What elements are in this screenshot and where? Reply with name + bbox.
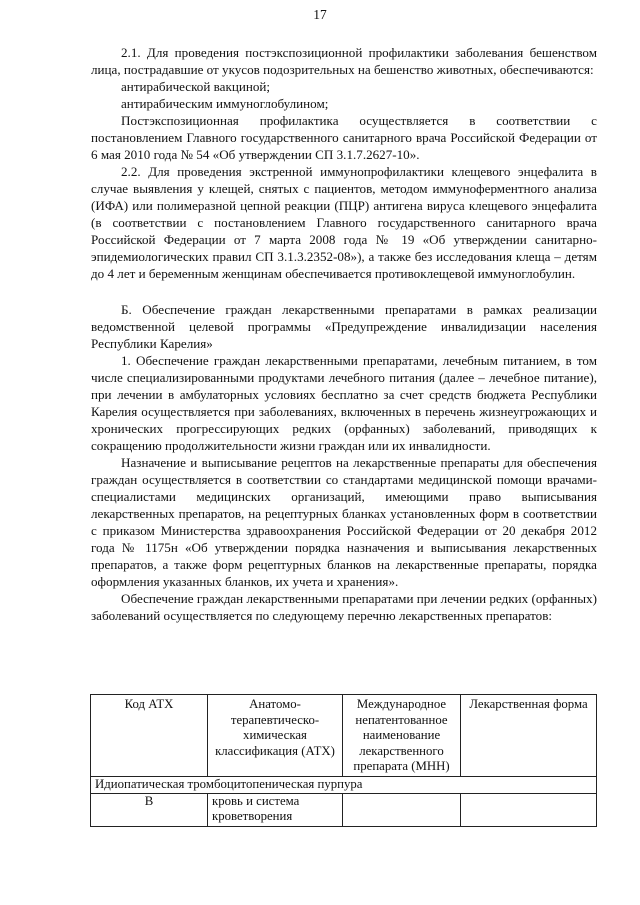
table-row — [91, 793, 597, 826]
header-atc-code: Код АТХ — [91, 695, 208, 777]
document-body — [91, 44, 597, 624]
header-inn: Международное непатентованное наименование лекарственного препарата (МНН) — [343, 695, 461, 777]
header-dosage-form: Лекарственная форма — [461, 695, 597, 777]
list-item-immunoglobulin: антирабическим иммуноглобулином; — [121, 96, 329, 111]
section-b-heading: Б. Обеспечение граждан лекарственными препаратами в рамках реализации ведомственной целевой программы «Предупреждение инвалидизации населения Республики Карелия» — [91, 302, 597, 351]
page-number: 17 — [313, 7, 327, 22]
paragraph-2-1: 2.1. Для проведения постэкспозиционной профилактики заболевания бешенством лица, пострадавшие от укусов подозрительных на бешенство животных, обеспечиваются: — [91, 45, 597, 77]
paragraph-prescriptions: Назначение и выписывание рецептов на лекарственные препараты для обеспечения граждан осуществляется в соответствии со стандартами медицинской помощи врачами-специалистами медицинских организаций, имеющими право выписывания лекарственных препаратов, на рецептурных бланках установленных форм в соответствии с приказом Министерства здравоохранения Российской Федерации от 20 декабря 2012 года № 1175н «Об утверждении порядка назначения и выписывания лекарственных препаратов, а также форм рецептурных бланков на лекарственные препараты, порядка оформления указанных бланков, их учета и хранения». — [91, 455, 597, 589]
cell-atc-classification: кровь и система кроветворения — [208, 793, 343, 826]
drug-list-table — [90, 694, 597, 827]
paragraph-rare-diseases: Обеспечение граждан лекарственными препаратами при лечении редких (орфанных) заболеваний осуществляется по следующему перечню лекарственных препаратов: — [91, 591, 597, 623]
cell-dosage-form — [461, 793, 597, 826]
paragraph-postexposure: Постэкспозиционная профилактика осуществляется в соответствии с постановлением Главного государственного санитарного врача Российской Федерации от 6 мая 2010 года № 54 «Об утверждении СП 3.1.7.2627-10». — [91, 113, 597, 162]
paragraph-2-2: 2.2. Для проведения экстренной иммунопрофилактики клещевого энцефалита в случае выявления у клещей, снятых с пациентов, методом иммуноферментного анализа (ИФА) или полимеразной цепной реакции (ПЦР) антигена вируса клещевого энцефалита (в соответствии с постановлением Главного государственного санитарного врача Российской Федерации от 7 марта 2008 года № 19 «Об утверждении санитарно-эпидемиологических правил СП 3.1.3.2352-08»), а также без исследования клеща – детям до 4 лет и беременным женщинам обеспечивается противоклещевой иммуноглобулин. — [91, 164, 597, 281]
list-item-vaccine: антирабической вакциной; — [121, 79, 271, 94]
table-header-row — [91, 695, 597, 777]
paragraph-gap — [91, 282, 597, 301]
table-group-row — [91, 776, 597, 793]
paragraph-b-1: 1. Обеспечение граждан лекарственными препаратами, лечебным питанием, в том числе специализированными продуктами лечебного питания (далее – лечебное питание), при лечении в амбулаторных условиях бесплатно за счет средств бюджета Республики Карелия осуществляется при заболеваниях, включенных в перечень жизнеугрожающих и хронических прогрессирующих редких (орфанных) заболеваний, приводящих к сокращению продолжительности жизни граждан или их инвалидности. — [91, 353, 597, 453]
header-atc-classification: Анатомо-терапевтическо-химическая классификация (АТХ) — [208, 695, 343, 777]
cell-inn — [343, 793, 461, 826]
group-title: Идиопатическая тромбоцитопеническая пурпура — [91, 776, 597, 793]
cell-atc-code: B — [91, 793, 208, 826]
